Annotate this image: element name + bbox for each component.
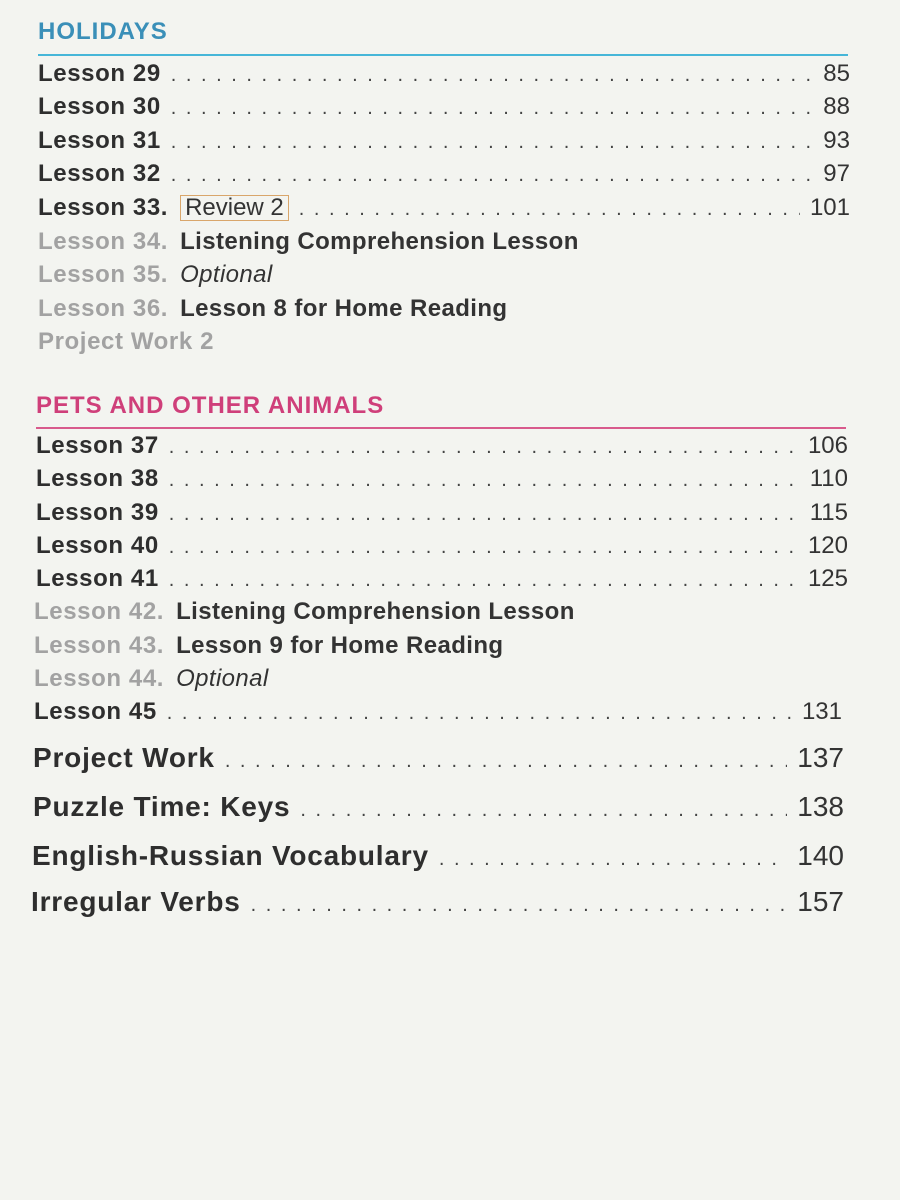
toc-entry[interactable] <box>38 160 850 188</box>
toc-entry[interactable] <box>34 698 842 726</box>
section-heading-text: HOLIDAYS <box>38 18 168 45</box>
entry-page: 110 <box>809 465 848 492</box>
toc-entry-back-matter[interactable] <box>33 742 844 774</box>
entry-label: Project Work <box>33 742 215 773</box>
entry-page: 93 <box>823 127 850 154</box>
entry-label: Lesson 38 <box>36 465 159 492</box>
toc-entry-back-matter[interactable] <box>33 791 844 823</box>
entry-label: English-Russian Vocabulary <box>32 840 429 871</box>
toc-entry[interactable] <box>36 465 848 493</box>
entry-title: Listening Comprehension Lesson <box>176 598 575 625</box>
entry-title: Listening Comprehension Lesson <box>180 228 579 255</box>
toc-entry[interactable] <box>38 93 850 121</box>
entry-label: Lesson 40 <box>36 532 159 559</box>
entry-page: 106 <box>807 432 848 459</box>
entry-label: Lesson 45 <box>34 698 157 725</box>
entry-page: 120 <box>807 532 848 559</box>
toc-entry[interactable] <box>36 432 848 460</box>
dot-leader <box>171 97 810 120</box>
entry-page: 101 <box>809 194 850 221</box>
entry-label: Lesson 42. <box>34 598 165 625</box>
entry-title: Lesson 9 for Home Reading <box>176 632 504 659</box>
entry-label: Lesson 29 <box>38 60 161 87</box>
toc-entry[interactable] <box>38 295 850 323</box>
toc-entry[interactable] <box>34 665 846 693</box>
entry-label: Lesson 37 <box>36 432 159 459</box>
entry-title: Lesson 8 for Home Reading <box>180 295 508 322</box>
toc-entry-back-matter[interactable] <box>31 886 844 918</box>
entry-page: 140 <box>797 840 844 871</box>
entry-label: Project Work 2 <box>38 328 215 355</box>
dot-leader <box>171 131 810 154</box>
entry-label: Lesson 31 <box>38 127 161 154</box>
dot-leader <box>251 894 788 917</box>
section-rule <box>36 427 846 429</box>
toc-entry[interactable] <box>36 565 848 593</box>
entry-label: Lesson 39 <box>36 499 159 526</box>
entry-title: Optional <box>180 261 273 288</box>
toc-entry[interactable] <box>36 499 848 527</box>
dot-leader <box>169 569 798 592</box>
dot-leader <box>439 848 787 871</box>
toc-entry[interactable] <box>34 598 846 626</box>
dot-leader <box>300 799 787 822</box>
toc-entry[interactable] <box>36 532 848 560</box>
section-heading-text: PETS AND OTHER ANIMALS <box>36 392 385 419</box>
dot-leader <box>169 503 800 526</box>
entry-label: Lesson 32 <box>38 160 161 187</box>
entry-page: 137 <box>797 742 844 773</box>
entry-page: 125 <box>807 565 848 592</box>
entry-label: Lesson 44. <box>34 665 165 692</box>
entry-page: 97 <box>823 160 850 187</box>
entry-label: Lesson 33. <box>38 194 169 221</box>
toc-entry[interactable] <box>38 261 850 289</box>
highlighted-entry-title: Review 2 <box>180 195 289 221</box>
entry-page: 88 <box>823 93 850 120</box>
toc-entry[interactable] <box>34 632 846 660</box>
dot-leader <box>169 436 798 459</box>
dot-leader <box>171 64 810 87</box>
section-rule <box>38 54 848 56</box>
entry-label: Irregular Verbs <box>31 886 241 917</box>
section-heading-pets <box>36 392 846 420</box>
toc-entry[interactable] <box>38 194 850 222</box>
entry-label: Lesson 35. <box>38 261 169 288</box>
entry-title: Optional <box>176 665 269 692</box>
entry-label: Lesson 41 <box>36 565 159 592</box>
entry-page: 157 <box>797 886 844 917</box>
entry-page: 138 <box>797 791 844 822</box>
dot-leader <box>167 702 792 725</box>
toc-entry[interactable] <box>38 328 850 356</box>
section-heading-holidays <box>38 18 848 46</box>
entry-label: Lesson 34. <box>38 228 169 255</box>
dot-leader <box>169 536 798 559</box>
dot-leader <box>299 198 800 221</box>
entry-label: Puzzle Time: Keys <box>33 791 291 822</box>
toc-entry[interactable] <box>38 228 850 256</box>
entry-page: 115 <box>809 499 848 526</box>
toc-entry[interactable] <box>38 127 850 155</box>
dot-leader <box>225 750 787 773</box>
toc-entry[interactable] <box>38 60 850 88</box>
entry-label: Lesson 36. <box>38 295 169 322</box>
entry-page: 131 <box>801 698 842 725</box>
entry-label: Lesson 30 <box>38 93 161 120</box>
dot-leader <box>171 164 810 187</box>
dot-leader <box>169 469 800 492</box>
entry-page: 85 <box>823 60 850 87</box>
entry-label: Lesson 43. <box>34 632 165 659</box>
toc-entry-back-matter[interactable] <box>32 840 844 872</box>
